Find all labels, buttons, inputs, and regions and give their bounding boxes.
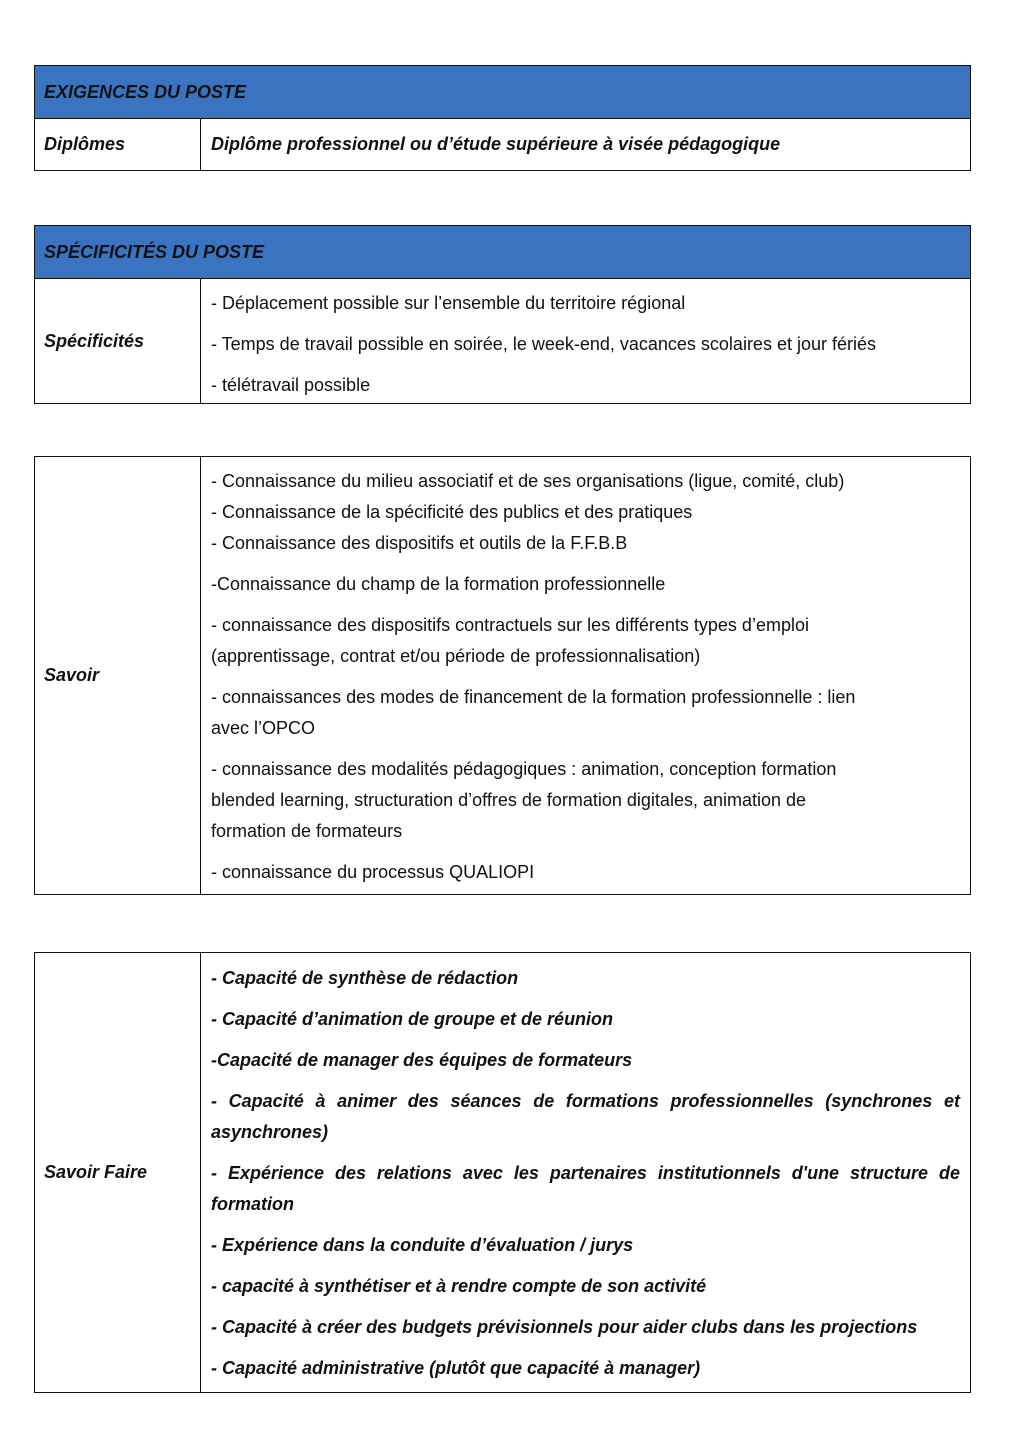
list-item: - télétravail possible (211, 375, 371, 395)
list-item: - Connaissance du milieu associatif et de ses organisations (ligue, comité, club) (211, 471, 845, 491)
exigences-table (34, 65, 971, 171)
savoir-list (201, 457, 971, 895)
list-item: - Connaissance de la spécificité des publics et des pratiques (211, 502, 693, 522)
list-item: - Capacité à animer des séances de formations professionnelles (synchrones et asynchrones) (211, 1091, 960, 1142)
specificites-list (201, 279, 971, 404)
list-item: - Expérience dans la conduite d’évaluation / jurys (211, 1235, 634, 1255)
savoir-table (34, 456, 971, 895)
list-item: - Connaissance des dispositifs et outils de la F.F.B.B (211, 533, 628, 553)
list-item: - Capacité à créer des budgets prévisionnels pour aider clubs dans les projections (211, 1317, 918, 1337)
list-item: -Connaissance du champ de la formation professionnelle (211, 574, 666, 594)
list-item: - Capacité de synthèse de rédaction (211, 968, 519, 988)
list-item: blended learning, structuration d’offres de formation digitales, animation de (211, 790, 807, 810)
specificites-header: SPÉCIFICITÉS DU POSTE (35, 226, 971, 279)
savoir-label: Savoir (35, 457, 201, 895)
list-item: - connaissances des modes de financement de la formation professionnelle : lien (211, 687, 856, 707)
list-item: - connaissance des modalités pédagogiques : animation, conception formation (211, 759, 837, 779)
list-item: - Expérience des relations avec les partenaires institutionnels d'une structure de formation (211, 1163, 960, 1214)
list-item: - connaissance du processus QUALIOPI (211, 862, 535, 882)
list-item: - Temps de travail possible en soirée, le week-end, vacances scolaires et jour fériés (211, 334, 876, 354)
savoir-faire-table (34, 952, 971, 1393)
specificites-table (34, 225, 971, 404)
list-item: (apprentissage, contrat et/ou période de professionnalisation) (211, 646, 701, 666)
diplomes-value: Diplôme professionnel ou d’étude supérieure à visée pédagogique (201, 119, 971, 171)
list-item: avec l’OPCO (211, 718, 316, 738)
list-item: - capacité à synthétiser et à rendre compte de son activité (211, 1276, 707, 1296)
specificites-label: Spécificités (35, 279, 201, 404)
exigences-header: EXIGENCES DU POSTE (35, 66, 971, 119)
list-item: - Déplacement possible sur l’ensemble du territoire régional (211, 293, 686, 313)
list-item: - Capacité d’animation de groupe et de réunion (211, 1009, 614, 1029)
savoir-faire-label: Savoir Faire (35, 953, 201, 1393)
diplomes-label: Diplômes (35, 119, 201, 171)
list-item: - Capacité administrative (plutôt que capacité à manager) (211, 1358, 701, 1378)
list-item: -Capacité de manager des équipes de formateurs (211, 1050, 633, 1070)
list-item: - connaissance des dispositifs contractuels sur les différents types d’emploi (211, 615, 809, 635)
savoir-faire-list (201, 953, 971, 1393)
list-item: formation de formateurs (211, 821, 403, 841)
